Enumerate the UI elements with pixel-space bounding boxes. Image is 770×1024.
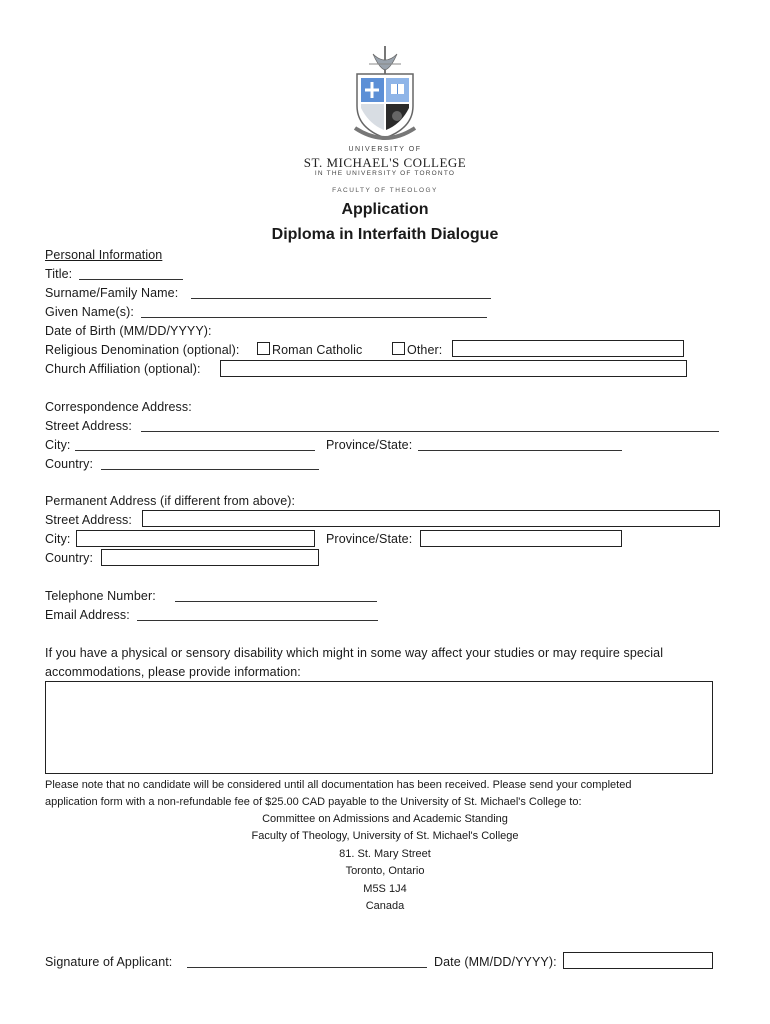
personal-info-heading: Personal Information: [45, 248, 163, 262]
disability-info-textarea[interactable]: [45, 681, 713, 774]
church-label: Church Affiliation (optional):: [45, 362, 201, 376]
college-crest-logo: [345, 44, 425, 144]
signature-field[interactable]: [187, 967, 427, 968]
signature-label: Signature of Applicant:: [45, 955, 173, 969]
dob-label: Date of Birth (MM/DD/YYYY):: [45, 324, 212, 338]
corr-street-label: Street Address:: [45, 419, 132, 433]
perm-country-label: Country:: [45, 551, 94, 565]
surname-label: Surname/Family Name:: [45, 286, 179, 300]
date-label: Date (MM/DD/YYYY):: [434, 955, 557, 969]
perm-city-field[interactable]: [76, 530, 315, 547]
religion-label: Religious Denomination (optional):: [45, 343, 240, 357]
perm-province-field[interactable]: [420, 530, 622, 547]
submission-note-line2: application form with a non-refundable fee of $25.00 CAD payable to the University of St. Michael's College to:: [45, 796, 582, 808]
other-checkbox[interactable]: [392, 342, 405, 355]
roman-catholic-label: Roman Catholic: [272, 343, 363, 357]
title-label: Title:: [45, 267, 73, 281]
page-title: Application: [341, 201, 429, 218]
correspondence-heading: Correspondence Address:: [45, 400, 192, 414]
disability-text-line2: accommodations, please provide information:: [45, 665, 301, 679]
disability-text-line1: If you have a physical or sensory disability which might in some way affect your studies or may require special: [45, 646, 664, 660]
corr-city-field[interactable]: [75, 450, 315, 451]
perm-country-field[interactable]: [101, 549, 319, 566]
roman-catholic-checkbox[interactable]: [257, 342, 270, 355]
email-label: Email Address:: [45, 608, 130, 622]
mailing-address-line: 81. St. Mary Street: [339, 848, 431, 860]
mailing-address-line: Committee on Admissions and Academic Standing: [262, 813, 508, 825]
logo-college-name: ST. MICHAEL'S COLLEGE: [303, 155, 467, 170]
logo-university-of: UNIVERSITY OF: [348, 146, 422, 153]
mailing-address-line: Faculty of Theology, University of St. Michael's College: [251, 830, 519, 842]
corr-province-field[interactable]: [418, 450, 622, 451]
corr-street-field[interactable]: [141, 431, 719, 432]
other-denomination-field[interactable]: [452, 340, 684, 357]
corr-city-label: City:: [45, 438, 71, 452]
perm-street-field[interactable]: [142, 510, 720, 527]
email-field[interactable]: [137, 620, 378, 621]
submission-note-line1: Please note that no candidate will be considered until all documentation has been received. Please send your completed: [45, 779, 632, 791]
mailing-address-line: M5S 1J4: [363, 883, 407, 895]
permanent-heading: Permanent Address (if different from above):: [45, 494, 296, 508]
logo-in-university: IN THE UNIVERSITY OF TORONTO: [314, 170, 456, 177]
mailing-address-line: Canada: [365, 900, 405, 912]
phone-field[interactable]: [175, 601, 377, 602]
phone-label: Telephone Number:: [45, 589, 156, 603]
other-label: Other:: [407, 343, 443, 357]
perm-province-label: Province/State:: [326, 532, 413, 546]
title-field[interactable]: [79, 279, 183, 280]
signature-date-field[interactable]: [563, 952, 713, 969]
church-affiliation-field[interactable]: [220, 360, 687, 377]
logo-faculty: FACULTY OF THEOLOGY: [332, 187, 438, 194]
given-name-label: Given Name(s):: [45, 305, 134, 319]
corr-country-field[interactable]: [101, 469, 319, 470]
perm-city-label: City:: [45, 532, 71, 546]
mailing-address-line: Toronto, Ontario: [345, 865, 425, 877]
corr-province-label: Province/State:: [326, 438, 413, 452]
given-name-field[interactable]: [141, 317, 487, 318]
surname-field[interactable]: [191, 298, 491, 299]
perm-street-label: Street Address:: [45, 513, 132, 527]
corr-country-label: Country:: [45, 457, 94, 471]
page-subtitle: Diploma in Interfaith Dialogue: [271, 226, 499, 243]
